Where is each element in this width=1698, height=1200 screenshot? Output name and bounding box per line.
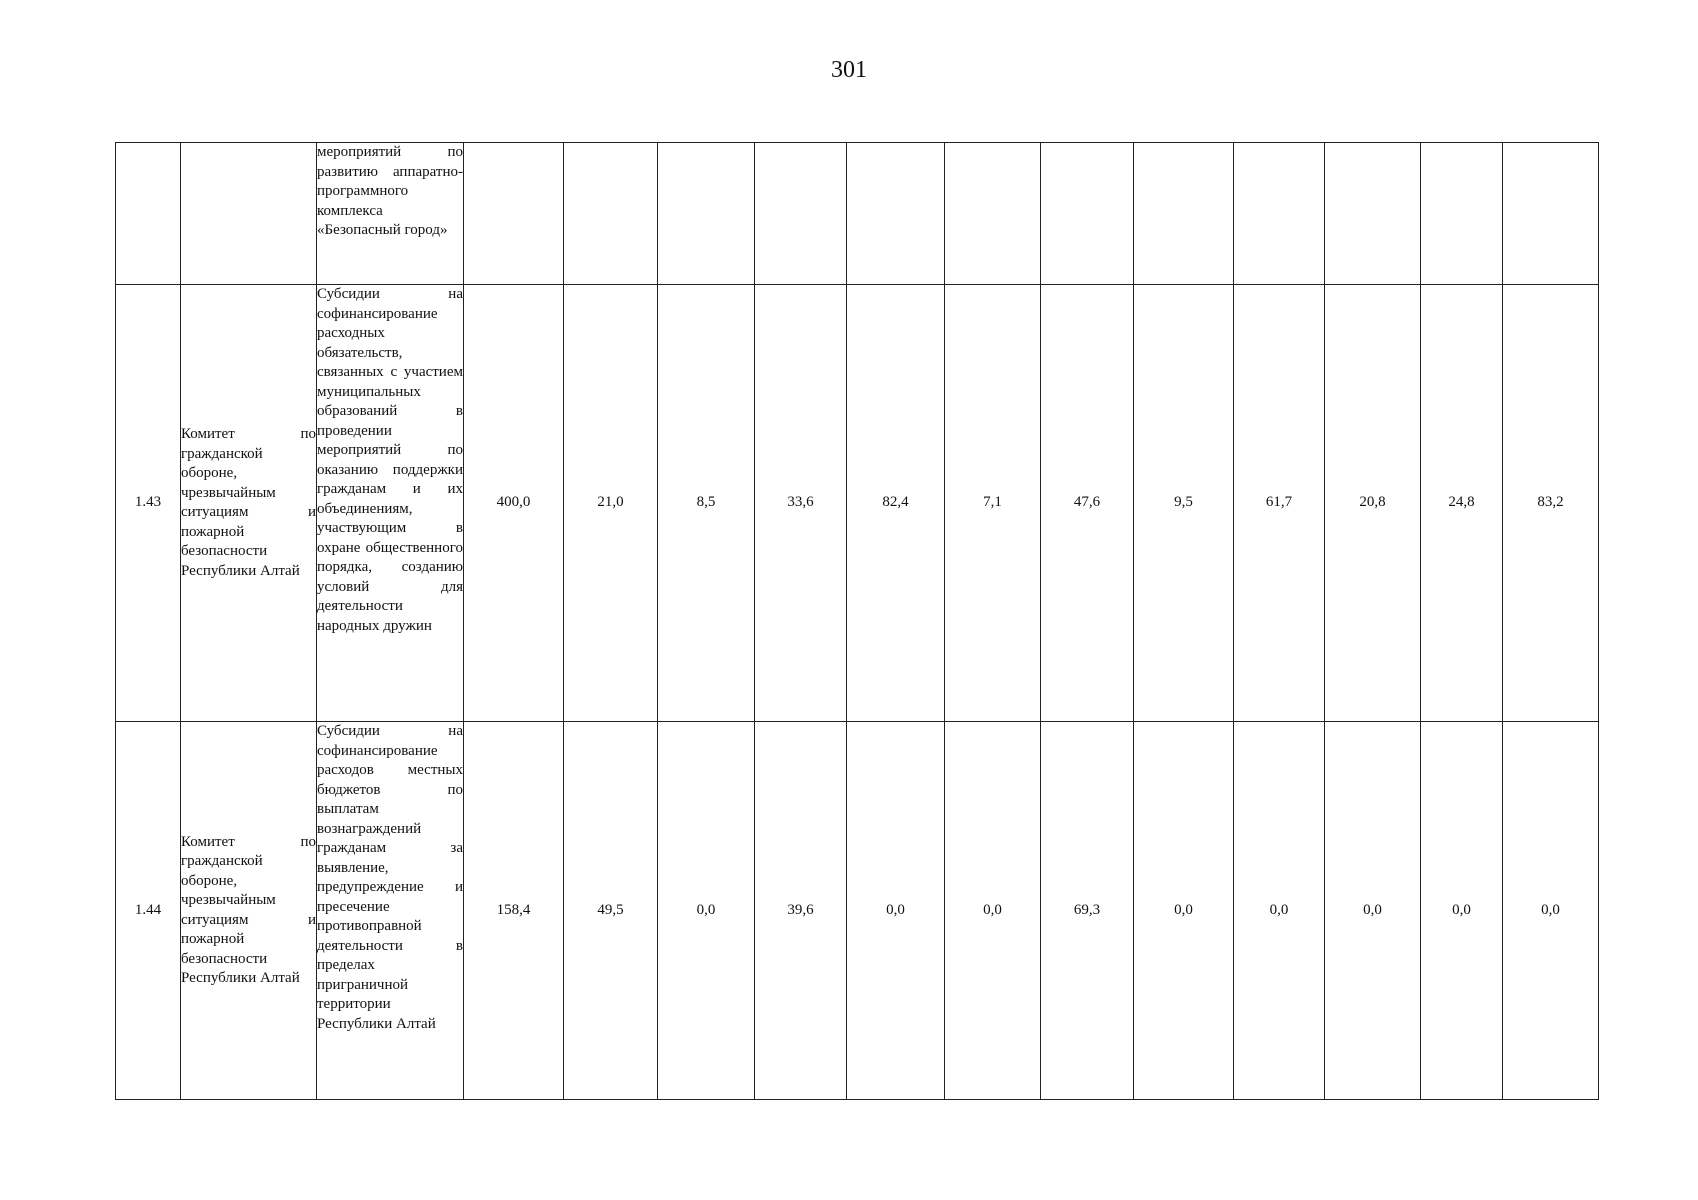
value-cell — [1503, 143, 1599, 285]
value-cell — [945, 143, 1041, 285]
value-cell — [1134, 143, 1234, 285]
value-cell: 7,1 — [945, 285, 1041, 722]
value-cell: 69,3 — [1041, 722, 1134, 1100]
value-cell: 400,0 — [464, 285, 564, 722]
value-cell: 47,6 — [1041, 285, 1134, 722]
value-cell: 0,0 — [1421, 722, 1503, 1100]
value-cell: 158,4 — [464, 722, 564, 1100]
value-cell: 82,4 — [847, 285, 945, 722]
value-cell — [755, 143, 847, 285]
value-cell — [464, 143, 564, 285]
table-body — [116, 143, 1599, 1100]
description-cell: мероприятий по развитию аппаратно-программного комплекса «Безопасный город» — [317, 143, 464, 285]
value-cell: 8,5 — [658, 285, 755, 722]
value-cell — [1041, 143, 1134, 285]
value-cell — [847, 143, 945, 285]
value-cell: 49,5 — [564, 722, 658, 1100]
value-cell — [564, 143, 658, 285]
table-row — [116, 285, 1599, 722]
table-row — [116, 143, 1599, 285]
value-cell: 39,6 — [755, 722, 847, 1100]
organization-cell: Комитет по гражданской обороне, чрезвычайным ситуациям и пожарной безопасности Республики Алтай — [181, 285, 317, 722]
description-cell: Субсидии на софинансирование расходов местных бюджетов по выплатам вознаграждений гражданам за выявление, предупреждение и пресечение противоправной деятельности в пределах приграничной территории Республики Алтай — [317, 722, 464, 1100]
row-index-cell — [116, 143, 181, 285]
value-cell: 0,0 — [1325, 722, 1421, 1100]
organization-cell: Комитет по гражданской обороне, чрезвычайным ситуациям и пожарной безопасности Республики Алтай — [181, 722, 317, 1100]
row-index-cell: 1.44 — [116, 722, 181, 1100]
row-index-cell: 1.43 — [116, 285, 181, 722]
value-cell: 83,2 — [1503, 285, 1599, 722]
value-cell — [1325, 143, 1421, 285]
value-cell: 9,5 — [1134, 285, 1234, 722]
value-cell: 24,8 — [1421, 285, 1503, 722]
value-cell — [658, 143, 755, 285]
value-cell: 61,7 — [1234, 285, 1325, 722]
value-cell: 0,0 — [1234, 722, 1325, 1100]
table-row — [116, 722, 1599, 1100]
value-cell: 21,0 — [564, 285, 658, 722]
value-cell — [1234, 143, 1325, 285]
organization-cell — [181, 143, 317, 285]
value-cell: 20,8 — [1325, 285, 1421, 722]
page-number: 301 — [831, 57, 867, 83]
value-cell: 0,0 — [945, 722, 1041, 1100]
value-cell: 0,0 — [847, 722, 945, 1100]
value-cell — [1421, 143, 1503, 285]
description-cell: Субсидии на софинансирование расходных обязательств, связанных с участием муниципальных образований в проведении мероприятий по оказанию поддержки гражданам и их объединениям, участвующим в охране общественного порядка, созданию условий для деятельности народных дружин — [317, 285, 464, 722]
value-cell: 0,0 — [1503, 722, 1599, 1100]
value-cell: 0,0 — [1134, 722, 1234, 1100]
value-cell: 0,0 — [658, 722, 755, 1100]
budget-table — [115, 142, 1599, 1100]
value-cell: 33,6 — [755, 285, 847, 722]
